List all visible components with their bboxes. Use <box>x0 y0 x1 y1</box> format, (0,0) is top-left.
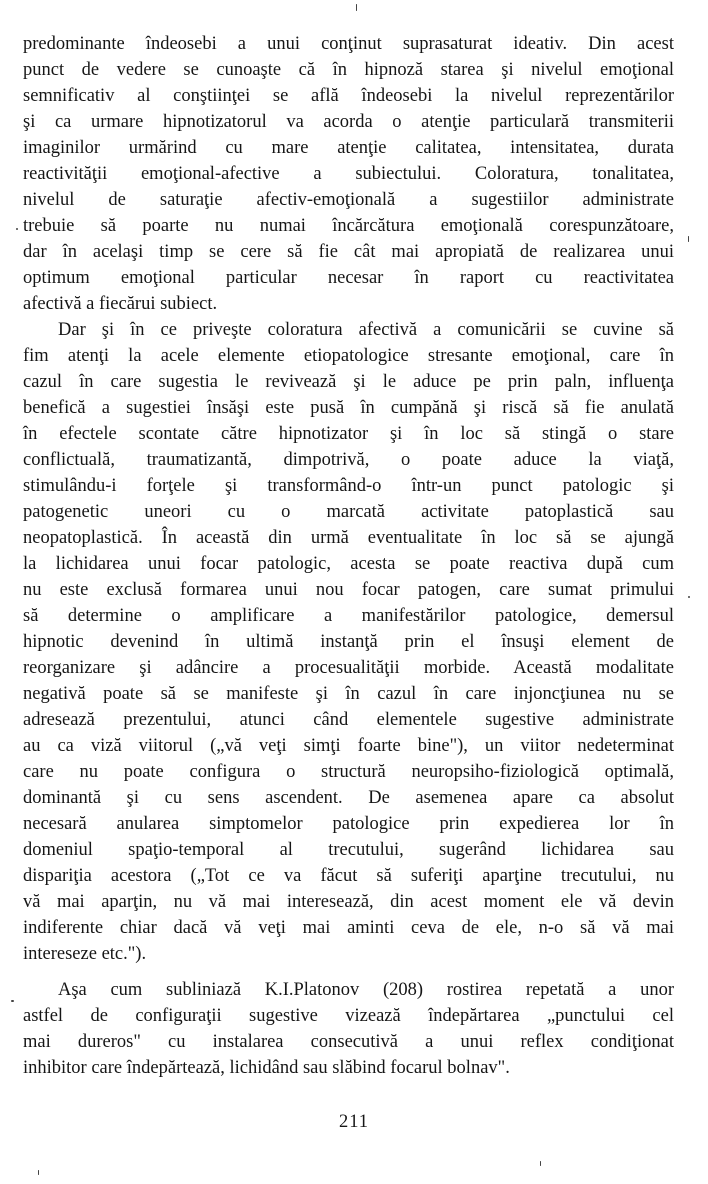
text-line: reactivităţii emoţional-afective a subiectului. Coloratura, tonalitatea, <box>23 164 674 184</box>
text-line: nivelul de saturaţie afectiv-emoţională a sugestiilor administrate <box>23 190 674 210</box>
text-line: în efectele scontate către hipnotizator şi în loc să stingă o stare <box>23 424 674 444</box>
text-line: Dar şi în ce priveşte coloratura afectivă a comunicării se cuvine să <box>58 320 674 340</box>
text-line: astfel de configuraţii sugestive vizează îndepărtarea „punctului cel <box>23 1006 674 1026</box>
text-line: reorganizare şi adâncire a procesualităţii morbide. Această modalitate <box>23 658 674 678</box>
text-line: optimum emoţional particular necesar în raport cu reactivitatea <box>23 268 674 288</box>
text-line: benefică a sugestiei însăşi este pusă în cumpănă şi riscă să fie anulată <box>23 398 674 418</box>
text-line: dominantă şi cu sens ascendent. De asemenea apare ca absolut <box>23 788 674 808</box>
text-line: patogenetic uneori cu o marcată activitate patoplastică sau <box>23 502 674 522</box>
text-line: dar în acelaşi timp se cere să fie cât mai apropiată de realizarea unui <box>23 242 674 262</box>
text-line: negativă poate să se manifeste şi în cazul în care injoncţiunea nu se <box>23 684 674 704</box>
scan-speck <box>540 1161 541 1166</box>
text-line: intereseze etc."). <box>23 944 147 964</box>
text-line: care nu poate configura o structură neuropsiho-fiziologică optimală, <box>23 762 674 782</box>
text-line: necesară anularea simptomelor patologice prin expedierea lor în <box>23 814 674 834</box>
text-line: punct de vedere se cunoaşte că în hipnoză starea şi nivelul emoţional <box>23 60 674 80</box>
text-line: stimulându-i forţele şi transformând-o într-un punct patologic şi <box>23 476 674 496</box>
text-line: vă mai aparţin, nu vă mai interesează, din acest moment ele vă devin <box>23 892 674 912</box>
text-line: fim atenţi la acele elemente etiopatologice stresante emoţional, care în <box>23 346 674 366</box>
text-line: semnificativ al conştiinţei se află îndeosebi la nivelul reprezentărilor <box>23 86 674 106</box>
text-line: şi ca urmare hipnotizatorul va acorda o atenţie particulară transmiterii <box>23 112 674 132</box>
text-line: neopatoplastică. În această din urmă eventualitate în loc să se ajungă <box>23 528 674 548</box>
text-line: domeniul spaţio-temporal al trecutului, sugerând lichidarea sau <box>23 840 674 860</box>
text-line: Aşa cum subliniază K.I.Platonov (208) rostirea repetată a unor <box>58 980 674 1000</box>
text-line: conflictuală, traumatizantă, dimpotrivă, o poate aduce la viaţă, <box>23 450 674 470</box>
text-line: adresează prezentului, atunci când elementele sugestive administrate <box>23 710 674 730</box>
text-line: predominante îndeosebi a unui conţinut suprasaturat ideativ. Din acest <box>23 34 674 54</box>
text-line: mai dureros" cu instalarea consecutivă a unui reflex condiţionat <box>23 1032 674 1052</box>
scan-speck <box>356 4 357 11</box>
scan-speck <box>688 596 690 598</box>
text-line: imaginilor urmărind cu mare atenţie calitatea, intensitatea, durata <box>23 138 674 158</box>
text-line: nu este exclusă formarea unui nou focar patogen, care sumat primului <box>23 580 674 600</box>
text-line: au ca viză viitorul („vă veţi simţi foarte bine"), un viitor nedeterminat <box>23 736 674 756</box>
text-line: dispariţia acestora („Tot ce va făcut să suferiţi aparţine trecutului, nu <box>23 866 674 886</box>
text-line: afectivă a fiecărui subiect. <box>23 294 218 314</box>
text-line: la lichidarea unui focar patologic, acesta se poate reactiva după cum <box>23 554 674 574</box>
text-line: să determine o amplificare a manifestărilor patologice, demersul <box>23 606 674 626</box>
page-number: 211 <box>338 1112 370 1132</box>
scan-speck <box>38 1170 39 1175</box>
text-line: inhibitor care îndepărtează, lichidând sau slăbind focarul bolnav". <box>23 1058 510 1078</box>
text-line: trebuie să poarte nu numai încărcătura emoţională corespunzătoare, <box>23 216 674 236</box>
text-line: indiferente chiar dacă vă veţi mai aminti ceva de ele, n-o să vă mai <box>23 918 674 938</box>
text-line: cazul în care sugestia le revivează şi le aduce pe prin paln, influenţa <box>23 372 674 392</box>
scan-speck <box>11 1000 14 1002</box>
scan-speck <box>16 228 18 230</box>
scan-speck <box>688 236 689 242</box>
text-line: hipnotic devenind în ultimă instanţă prin el însuşi element de <box>23 632 674 652</box>
